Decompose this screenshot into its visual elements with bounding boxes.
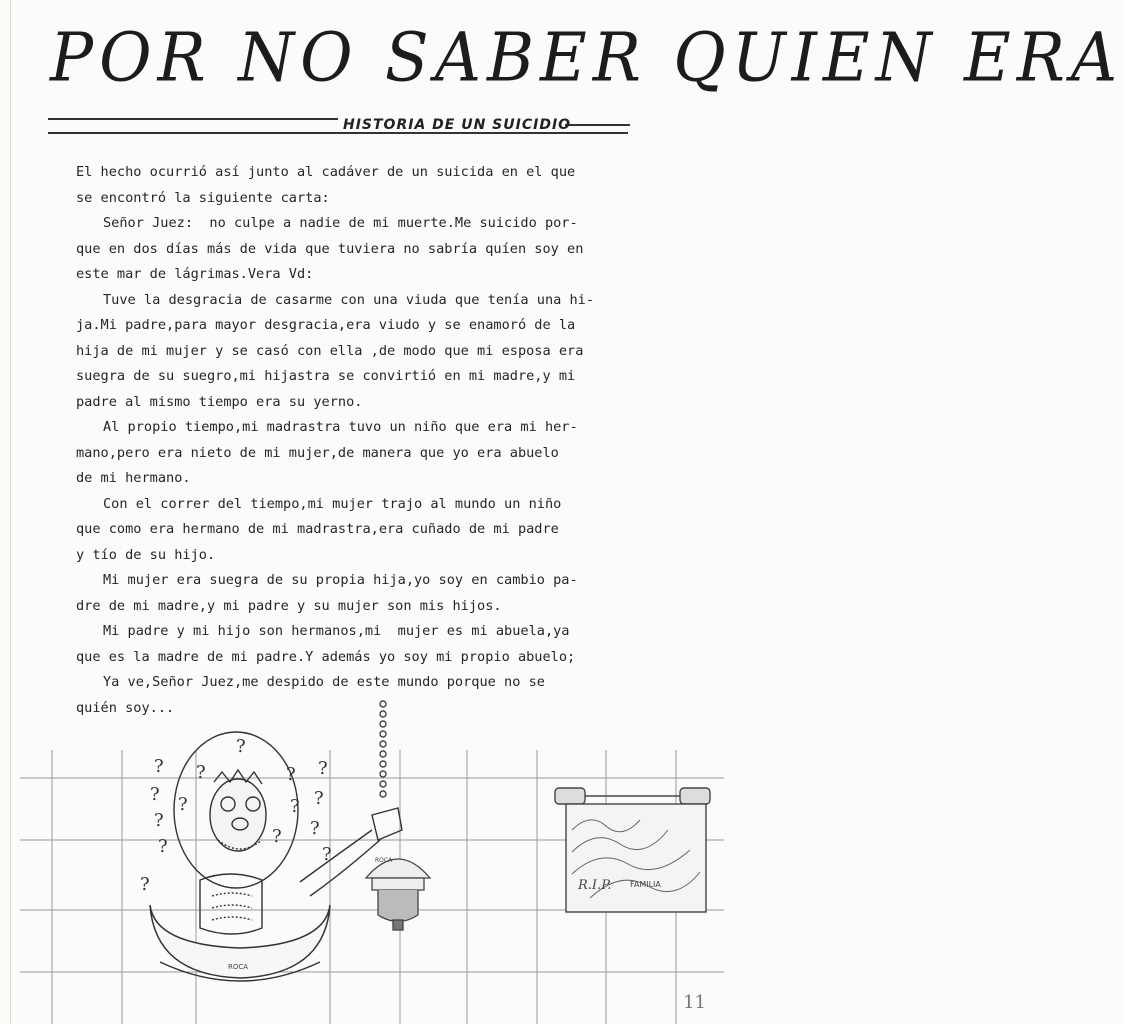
svg-text:?: ? bbox=[158, 836, 168, 857]
svg-text:?: ? bbox=[154, 756, 164, 777]
svg-text:?: ? bbox=[150, 784, 160, 805]
subtitle: HISTORIA DE UN SUICIDIO bbox=[343, 117, 572, 133]
svg-text:?: ? bbox=[178, 794, 188, 815]
svg-text:?: ? bbox=[236, 736, 246, 757]
sign-text: R.I.P. bbox=[578, 878, 612, 893]
svg-text:?: ? bbox=[140, 874, 150, 895]
svg-text:?: ? bbox=[286, 764, 296, 785]
paragraph: Al propio tiempo,mi madrastra tuvo un niño que era mi her- mano,pero era nieto de mi mujer,de manera que yo era abuelo de mi hermano. bbox=[76, 419, 578, 486]
bathroom-illustration bbox=[0, 700, 724, 1024]
paragraph: Mi mujer era suegra de su propia hija,yo soy en cambio pa- dre de mi madre,y mi padre y su mujer son mis hijos. bbox=[76, 572, 578, 614]
svg-text:?: ? bbox=[290, 796, 300, 817]
paragraph-intro: El hecho ocurrió así junto al cadáver de un suicida en el que se encontró la siguiente carta: bbox=[76, 164, 576, 206]
page-title: POR NO SABER QUIEN ERA bbox=[50, 19, 1123, 98]
sign-subtext: FAMILIA bbox=[630, 880, 661, 889]
tub-label: ROCA bbox=[228, 963, 249, 971]
letter-text bbox=[76, 160, 651, 721]
lamp-label: ROCA bbox=[375, 857, 393, 864]
paragraph: Con el correr del tiempo,mi mujer trajo al mundo un niño que como era hermano de mi madrastra,era cuñado de mi padre y tío de su hijo. bbox=[76, 495, 562, 563]
character bbox=[174, 732, 402, 934]
svg-text:?: ? bbox=[310, 818, 320, 839]
paragraph: Señor Juez: no culpe a nadie de mi muerte.Me suicido por- que en dos días más de vida que tuviera no sabría quíen soy en este mar de lágrimas.Vera Vd: bbox=[76, 215, 584, 282]
wall-lamp bbox=[366, 859, 430, 930]
svg-text:?: ? bbox=[272, 826, 282, 847]
svg-text:?: ? bbox=[196, 762, 206, 783]
title-rule-top bbox=[48, 118, 338, 120]
title-rule-right bbox=[565, 124, 630, 126]
page-number: 11 bbox=[683, 992, 706, 1013]
paragraph: Tuve la desgracia de casarme con una viuda que tenía una hi- ja.Mi padre,para mayor desgracia,era viudo y se enamoró de la hija de mi mujer y se casó con ella ,de modo que mi esposa era suegra de su suegro,mi hijastra se convirtió en mi madre,y mi padre al mismo tiempo era su yerno. bbox=[76, 291, 595, 410]
chest-hair bbox=[212, 893, 252, 920]
svg-text:?: ? bbox=[318, 758, 328, 779]
svg-text:?: ? bbox=[314, 788, 324, 809]
svg-text:?: ? bbox=[322, 844, 332, 865]
shower-chain bbox=[380, 701, 386, 797]
hanging-sign bbox=[555, 788, 710, 912]
paragraph-closing: Ya ve,Señor Juez,me despido de este mundo porque no se quién soy... bbox=[76, 674, 545, 716]
paragraph: Mi padre y mi hijo son hermanos,mi mujer es mi abuela,ya que es la madre de mi padre.Y además yo soy mi propio abuelo; bbox=[76, 623, 576, 665]
svg-text:?: ? bbox=[154, 810, 164, 831]
